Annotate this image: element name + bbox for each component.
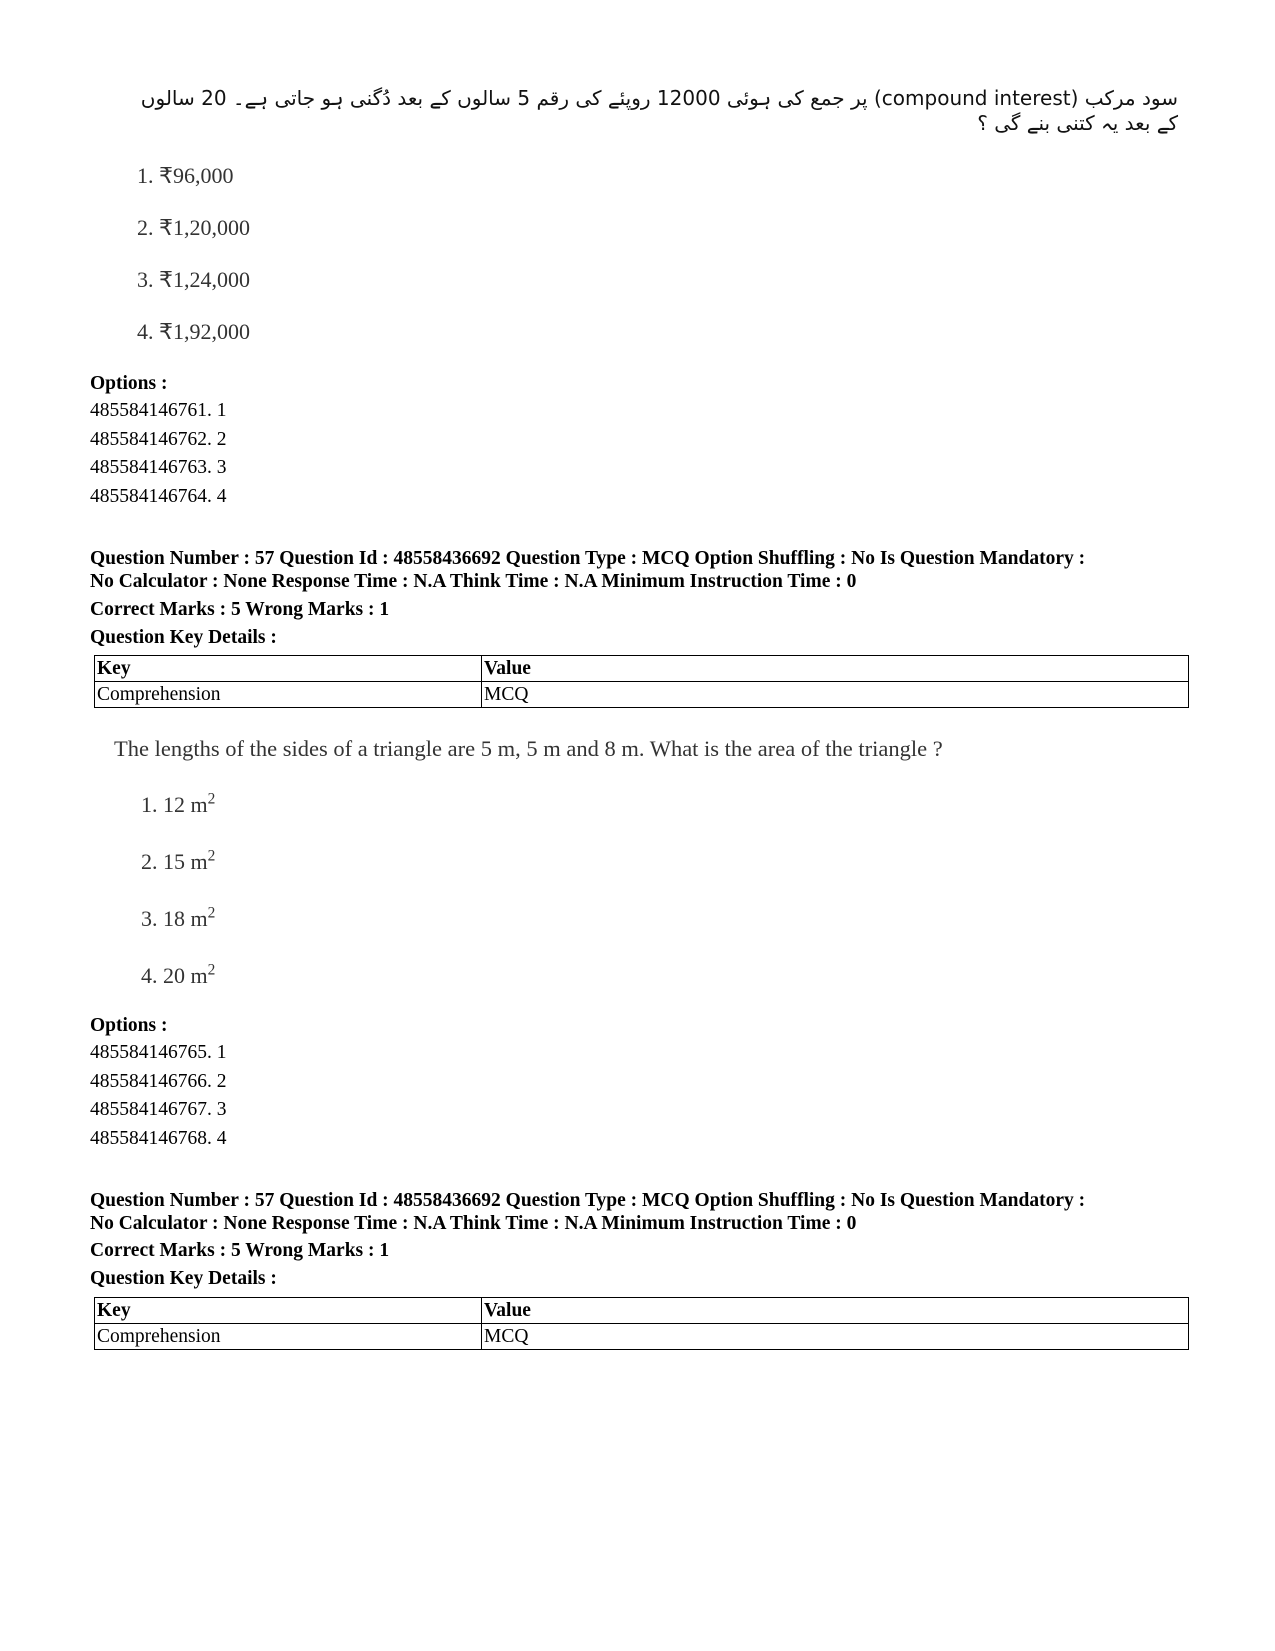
table-cell-value: MCQ <box>482 682 1189 708</box>
question-meta-line: No Calculator : None Response Time : N.A Think Time : N.A Minimum Instruction Time : 0 <box>90 1213 857 1234</box>
key-details-label: Question Key Details : <box>90 627 277 648</box>
option-id: 485584146763. 3 <box>90 457 227 478</box>
table-row <box>95 1324 1189 1350</box>
choice-superscript: 2 <box>207 904 216 922</box>
table-cell-key: Comprehension <box>95 682 482 708</box>
marks-line: Correct Marks : 5 Wrong Marks : 1 <box>90 599 390 620</box>
key-details-table <box>94 655 1189 708</box>
answer-choice-3 <box>141 906 215 932</box>
option-id: 485584146767. 3 <box>90 1099 227 1120</box>
table-cell-value: MCQ <box>482 1324 1189 1350</box>
choice-superscript: 2 <box>207 847 216 865</box>
question-text: The lengths of the sides of a triangle are 5 m, 5 m and 8 m. What is the area of the triangle ? <box>114 736 943 761</box>
choice-text: 3. 18 m <box>141 906 208 931</box>
answer-choice-1: 1. ₹96,000 <box>137 163 234 188</box>
question-meta-line: Question Number : 57 Question Id : 48558436692 Question Type : MCQ Option Shuffling : No Is Question Mandatory : <box>90 548 1086 569</box>
option-id: 485584146765. 1 <box>90 1042 227 1063</box>
table-header-key: Key <box>95 656 482 682</box>
choice-text: 4. 20 m <box>141 963 208 988</box>
marks-line: Correct Marks : 5 Wrong Marks : 1 <box>90 1240 390 1261</box>
option-id: 485584146766. 2 <box>90 1070 227 1092</box>
answer-choice-2 <box>141 849 215 875</box>
table-row <box>95 682 1189 708</box>
question-meta <box>90 1189 1200 1235</box>
table-header-row <box>95 1298 1189 1324</box>
answer-choice-4: 4. ₹1,92,000 <box>137 319 250 344</box>
options-label: Options : <box>90 373 168 394</box>
option-id: 485584146764. 4 <box>90 485 227 507</box>
key-details-label: Question Key Details : <box>90 1268 277 1289</box>
option-id: 485584146762. 2 <box>90 428 227 450</box>
answer-choice-1 <box>141 792 215 818</box>
key-details-table <box>94 1297 1189 1350</box>
option-id: 485584146761. 1 <box>90 400 227 421</box>
choice-superscript: 2 <box>207 790 216 808</box>
answer-choice-4 <box>141 963 215 989</box>
table-header-value: Value <box>482 656 1189 682</box>
choice-text: 1. 12 m <box>141 792 208 817</box>
choice-superscript: 2 <box>207 961 216 979</box>
option-id: 485584146768. 4 <box>90 1127 227 1149</box>
choice-text: 2. 15 m <box>141 849 208 874</box>
table-header-value: Value <box>482 1298 1189 1324</box>
options-list <box>90 397 227 511</box>
question-meta-line: No Calculator : None Response Time : N.A Think Time : N.A Minimum Instruction Time : 0 <box>90 571 857 592</box>
answer-choice-3: 3. ₹1,24,000 <box>137 267 250 292</box>
table-header-row <box>95 656 1189 682</box>
question-text-urdu: سود مرکب (compound interest) پر جمع کی ہوئی 12000 روپئے کی رقم 5 سالوں کے بعد دُگنی ہو جاتی ہے۔ 20 سالوں کے بعد یہ کتنی بنے گی ؟ <box>140 86 1178 135</box>
options-label: Options : <box>90 1015 168 1036</box>
question-meta-line: Question Number : 57 Question Id : 48558436692 Question Type : MCQ Option Shuffling : No Is Question Mandatory : <box>90 1190 1086 1211</box>
question-meta <box>90 547 1200 593</box>
answer-choice-2: 2. ₹1,20,000 <box>137 215 250 240</box>
options-list <box>90 1039 227 1153</box>
table-header-key: Key <box>95 1298 482 1324</box>
table-cell-key: Comprehension <box>95 1324 482 1350</box>
